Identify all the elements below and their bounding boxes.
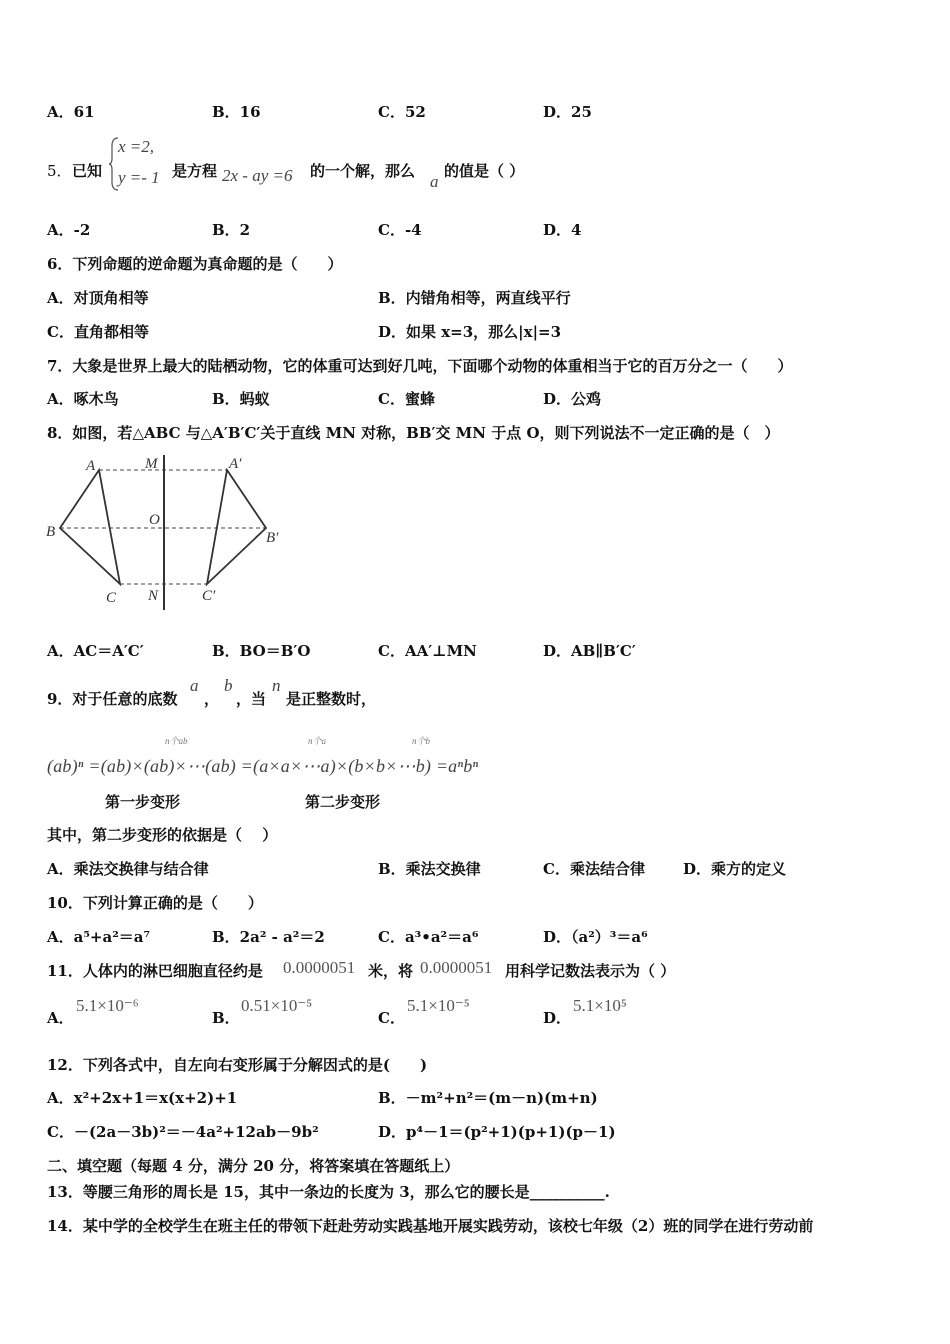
q7-text: 7．大象是世界上最大的陆栖动物，它的体重可达到好几吨，下面哪个动物的体重相当于它的百万分之一（ ） [47, 357, 793, 375]
q4-option-c: C．52 [378, 103, 426, 121]
q7-option-b: B．蚂蚁 [212, 390, 270, 408]
q10-text: 10．下列计算正确的是（ ） [47, 894, 263, 912]
q5-option-d: D．4 [543, 221, 582, 239]
q9-question: 其中，第二步变形的依据是（ ） [47, 826, 278, 844]
q5-post: 的一个解，那么 [310, 162, 416, 180]
q13-text: 13．等腰三角形的周长是 15，其中一条边的长度为 3，那么它的腰长是__________. [47, 1183, 610, 1201]
section-2-heading: 二、填空题（每题 4 分，满分 20 分，将答案填在答题纸上） [47, 1157, 460, 1175]
q10-option-d: D．（a²）³＝a⁶ [543, 928, 648, 946]
label-b-prime: B′ [266, 530, 279, 546]
q5-var: a [430, 172, 439, 191]
q4-option-b: B．16 [212, 103, 261, 121]
label-a: A [86, 458, 96, 474]
q14-text: 14．某中学的全校学生在班主任的带领下赶赴劳动实践基地开展实践劳动，该校七年级（2）班的同学在进行劳动前 [47, 1217, 814, 1235]
q9-note-ab: n个ab [165, 736, 188, 746]
q7-option-a: A．啄木鸟 [47, 390, 119, 408]
q8-option-d: D．AB∥B′C′ [543, 642, 636, 660]
q12-option-c: C．－(2a－3b)²＝－4a²+12ab－9b² [47, 1123, 319, 1141]
q11-option-d-label: D． [543, 1009, 572, 1027]
label-c: C [106, 590, 117, 606]
q4-option-a: A．61 [47, 103, 95, 121]
q12-option-d: D．p⁴－1＝(p²+1)(p+1)(p－1) [378, 1123, 616, 1141]
q5-equation: 2x - ay =6 [222, 166, 293, 185]
q10-option-c: C．a³•a²＝a⁶ [378, 928, 479, 946]
q5-mid: 是方程 [172, 162, 218, 180]
q8-option-a: A．AC＝A′C′ [47, 642, 144, 660]
q6-option-a: A．对顶角相等 [47, 289, 149, 307]
q5-option-c: C．-4 [378, 221, 422, 239]
q6-option-c: C．直角都相等 [47, 323, 149, 341]
q8-option-c: C．AA′⊥MN [378, 642, 477, 660]
q6-option-d: D．如果 x=3，那么|x|=3 [378, 323, 562, 341]
q6-option-b: B．内错角相等，两直线平行 [378, 289, 571, 307]
q11-option-a-label: A． [47, 1009, 74, 1027]
triangle-a2b2c2 [207, 470, 266, 584]
q12-option-a: A．x²+2x+1＝x(x+2)+1 [47, 1089, 238, 1107]
q11-mid: 米，将 [368, 962, 414, 980]
q12-option-b: B．－m²+n²＝(m－n)(m+n) [378, 1089, 598, 1107]
q5-system-line2: y =- 1 [118, 168, 160, 187]
q11-option-b-value: 0.51×10⁻⁵ [241, 996, 313, 1015]
label-c-prime: C′ [202, 588, 216, 604]
label-o: O [149, 512, 160, 528]
q9-note-b: n个b [412, 736, 431, 746]
q9-note-a: n个a [308, 736, 327, 746]
q6-text: 6．下列命题的逆命题为真命题的是（ ） [47, 255, 343, 273]
q11-pre: 11．人体内的淋巴细胞直径约是 [47, 962, 263, 980]
q9-option-b: B．乘法交换律 [378, 860, 481, 878]
q5-option-b: B．2 [212, 221, 251, 239]
q9-step1: 第一步变形 [105, 793, 181, 811]
label-n: N [148, 588, 159, 604]
q11-option-c-value: 5.1×10⁻⁵ [407, 996, 470, 1015]
q9-intro: 9．对于任意的底数 [47, 690, 178, 708]
q10-option-b: B．2a² - a²＝2 [212, 928, 325, 946]
q5-pre: 已知 [72, 162, 103, 180]
q10-option-a: A．a⁵+a²＝a⁷ [47, 928, 151, 946]
q9-option-a: A．乘法交换律与结合律 [47, 860, 209, 878]
q11-number-2: 0.0000051 [420, 958, 493, 977]
q7-option-c: C．蜜蜂 [378, 390, 435, 408]
q5-end: 的值是（ ） [444, 162, 525, 180]
q11-post: 用科学记数法表示为（ ） [505, 962, 676, 980]
symmetry-figure [44, 450, 294, 615]
label-m: M [145, 456, 158, 472]
q7-option-d: D．公鸡 [543, 390, 602, 408]
triangle-abc [60, 470, 120, 584]
q9-option-d: D．乘方的定义 [683, 860, 787, 878]
label-b: B [46, 524, 56, 540]
q9-option-c: C．乘法结合律 [543, 860, 645, 878]
q9-var-b: b [224, 676, 233, 695]
q11-option-a-value: 5.1×10⁻⁶ [76, 996, 139, 1015]
q12-text: 12．下列各式中，自左向右变形属于分解因式的是( ) [47, 1056, 428, 1074]
q9-var-a: a [190, 676, 199, 695]
q9-var-n: n [272, 676, 281, 695]
q11-option-c-label: C． [378, 1009, 405, 1027]
q8-text: 8．如图，若△ABC 与△A′B′C′关于直线 MN 对称，BB′交 MN 于点 O，则下列说法不一定正确的是（ ） [47, 424, 780, 442]
q11-number-1: 0.0000051 [283, 958, 356, 977]
q8-option-b: B．BO＝B′O [212, 642, 311, 660]
q9-formula: (ab)ⁿ =(ab)×(ab)×⋯(ab) =(a×a×⋯a)×(b×b×⋯b) =aⁿbⁿ [47, 756, 479, 776]
q9-when: ，当 [236, 690, 267, 708]
q5-system-line1: x =2, [118, 137, 155, 156]
q11-option-d-value: 5.1×10⁵ [573, 996, 627, 1015]
label-a-prime: A′ [229, 456, 242, 472]
q11-option-b-label: B． [212, 1009, 240, 1027]
q9-step2: 第二步变形 [305, 793, 381, 811]
q9-comma: ， [204, 690, 220, 708]
q5-option-a: A．-2 [47, 221, 91, 239]
q4-option-d: D．25 [543, 103, 592, 121]
q9-post: 是正整数时， [286, 690, 377, 708]
q5-number: 5． [47, 162, 72, 180]
